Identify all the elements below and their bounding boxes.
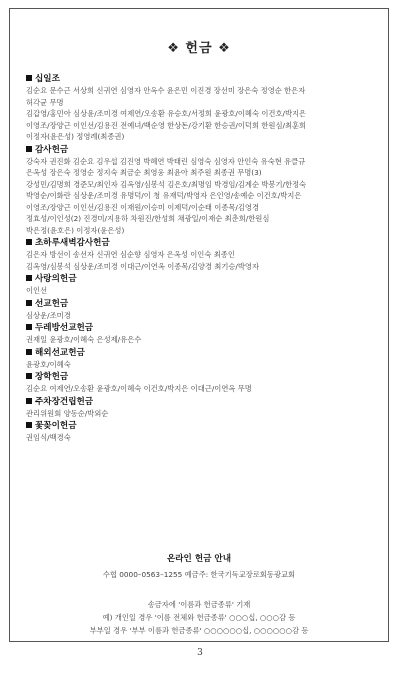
name-line: 심상운/조미경 [26,310,71,320]
name-line: 강성민/김명희 경준모/최인자 김옥영/심봉석 김은호/최명임 박경임/김계순 박봉기/한정숙 [26,179,307,189]
bank-account: 수협 0000–0563–1255 예금주: 한국기독교장로회동광교회 [102,570,296,579]
section-tithe [26,73,388,143]
name-line: 권임식/백경숙 [26,433,71,442]
section-heading: 초하루새벽감사헌금 [26,237,388,249]
square-bullet-icon [26,398,32,404]
transfer-guide [10,598,388,637]
name-line: 김갑영/홍민아 심상윤/조미경 여제연/오송환 유승호/서정희 윤광호/이혜숙 이건호/박지은 [26,109,307,118]
name-line: 김순요 여제연/오송환 윤광호/이혜숙 이건호/박지은 이대근/이연옥 무명 [26,384,252,393]
name-line: 권재일 윤광호/이혜숙 은성제/유은수 [26,335,142,344]
name-line: 이인선 [26,286,48,295]
name-line: 이영조/장양근 이인선/김용진 이재원/이승미 이제덕/이순태 이종목/김영경 [26,202,260,212]
section-heading: 꽃꽂이헌금 [26,420,388,432]
online-offering-title: 온라인 헌금 안내 [166,554,232,564]
section-first-dawn [26,237,388,272]
section-heading: 장학헌금 [26,371,388,383]
section-heading: 감사헌금 [26,144,388,156]
name-line: 김옥영/심봉석 심상운/조미경 이대근/이연옥 이종목/김양경 최기승/박영자 [26,261,260,271]
square-bullet-icon [26,75,32,81]
section-heading: 사랑의헌금 [26,273,388,285]
square-bullet-icon [26,239,32,245]
online-offering-info [10,553,388,581]
section-heading: 해외선교헌금 [26,347,388,359]
section-heading: 십일조 [26,73,388,85]
square-bullet-icon [26,349,32,355]
section-thanksgiving [26,144,388,237]
section-heading: 선교헌금 [26,298,388,310]
square-bullet-icon [26,146,32,152]
square-bullet-icon [26,300,32,306]
name-line: 은옥성 장은숙 정영순 정지숙 최금순 최영웅 최윤아 최주원 최종권 무명(3) [26,168,262,177]
section-parking-lot [26,396,388,420]
page-title: ❖ 헌금 ❖ [167,41,231,56]
guide-line: 부부일 경우 '부부 이름과 헌금종류' ○○○○○○십, ○○○○○○감 등 [89,626,309,635]
name-line: 정효성/이인성(2) 진경미/지용하 차원진/한성희 채광일/이재순 최춘희/한원심 [26,214,270,223]
section-heading: 두레방선교헌금 [26,322,388,334]
name-line: 김순요 문수근 서상희 신귀연 심영자 안옥수 윤은민 이진경 장선미 장은숙 정영순 한은자 [26,86,306,95]
offering-list [26,73,388,445]
guide-line: 예) 개인일 경우 '이름 전체와 헌금종류' ○○○십, ○○○감 등 [102,613,296,622]
section-durebang [26,322,388,346]
section-flower [26,420,388,444]
section-scholarship [26,371,388,395]
name-line: 허각균 무명 [26,97,64,107]
square-bullet-icon [26,373,32,379]
name-line: 관리위원회 양동순/박외순 [26,408,109,418]
square-bullet-icon [26,275,32,281]
name-line: 박은정(윤호은) 이정자(윤은성) [26,225,125,235]
name-line: 박영순/이화란 심상운/조미경 유명덕/이 청 유재덕/박영자 은인영/송예순 이건호/박지은 [26,191,302,200]
section-love [26,273,388,297]
square-bullet-icon [26,324,32,330]
section-heading: 주차장건립헌금 [26,396,388,408]
guide-line: 송금자에 '이름과 헌금종류' 기재 [147,600,251,609]
name-line: 김은자 방선이 송선자 신귀연 심순향 심영자 은옥성 이인숙 최종인 [26,250,235,259]
page-frame [9,8,389,642]
section-mission [26,298,388,322]
name-line: 이영조/장양근 이인선/김용진 전예녀/백순영 한상돈/강기환 한승권/이덕희 한원심/최훈희 [26,120,307,130]
square-bullet-icon [26,422,32,428]
page-number: 3 [197,648,203,658]
name-line: 이정자(윤은성) 정영례(최종권) [26,132,125,141]
section-overseas-mission [26,347,388,371]
name-line: 강숙자 권진화 김순요 김우섭 김진영 박혜연 박태린 심영숙 심영자 안인숙 유숙현 유클규 [26,156,306,166]
name-line: 윤광호/이혜숙 [26,359,71,369]
